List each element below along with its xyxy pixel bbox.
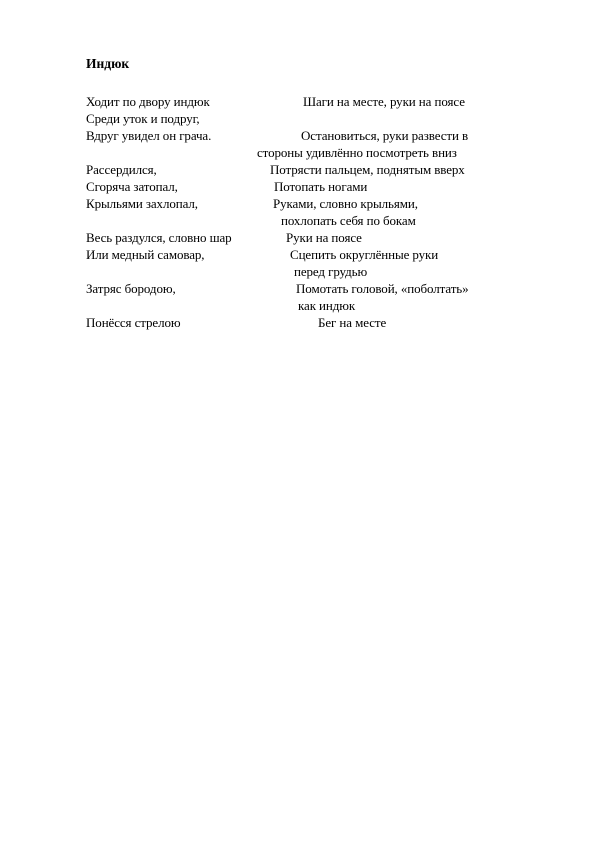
- action-line-4: Потрясти пальцем, поднятым вверх: [270, 162, 465, 177]
- verse-line-5: Сгоряча затопал,: [86, 179, 178, 194]
- verse-line-4: Рассердился,: [86, 162, 157, 177]
- action-line-9: Помотать головой, «поболтать»: [296, 281, 469, 296]
- verse-line-2: Среди уток и подруг,: [86, 111, 200, 126]
- verse-line-10: Понёсся стрелою: [86, 315, 181, 330]
- action-line-5: Потопать ногами: [274, 179, 368, 194]
- verse-line-8: Или медный самовар,: [86, 247, 205, 262]
- action-line-3: Остановиться, руки развести в: [301, 128, 468, 143]
- action-line-3-continued: стороны удивлённо посмотреть вниз: [257, 145, 457, 160]
- verse-line-6: Крыльями захлопал,: [86, 196, 198, 211]
- verse-line-3: Вдруг увидел он грача.: [86, 128, 212, 143]
- action-line-1: Шаги на месте, руки на поясе: [303, 94, 465, 109]
- action-line-10: Бег на месте: [318, 315, 387, 330]
- action-line-8-continued: перед грудью: [294, 264, 368, 279]
- verse-line-9: Затряс бородою,: [86, 281, 176, 296]
- verse-line-1: Ходит по двору индюк: [86, 94, 210, 109]
- verse-line-7: Весь раздулся, словно шар: [86, 230, 232, 245]
- document-title: Индюк: [86, 56, 130, 71]
- action-line-6-continued: похлопать себя по бокам: [281, 213, 416, 228]
- action-line-8: Сцепить округлённые руки: [290, 247, 439, 262]
- action-line-9-continued: как индюк: [298, 298, 356, 313]
- action-line-6: Руками, словно крыльями,: [273, 196, 418, 211]
- action-line-7: Руки на поясе: [286, 230, 362, 245]
